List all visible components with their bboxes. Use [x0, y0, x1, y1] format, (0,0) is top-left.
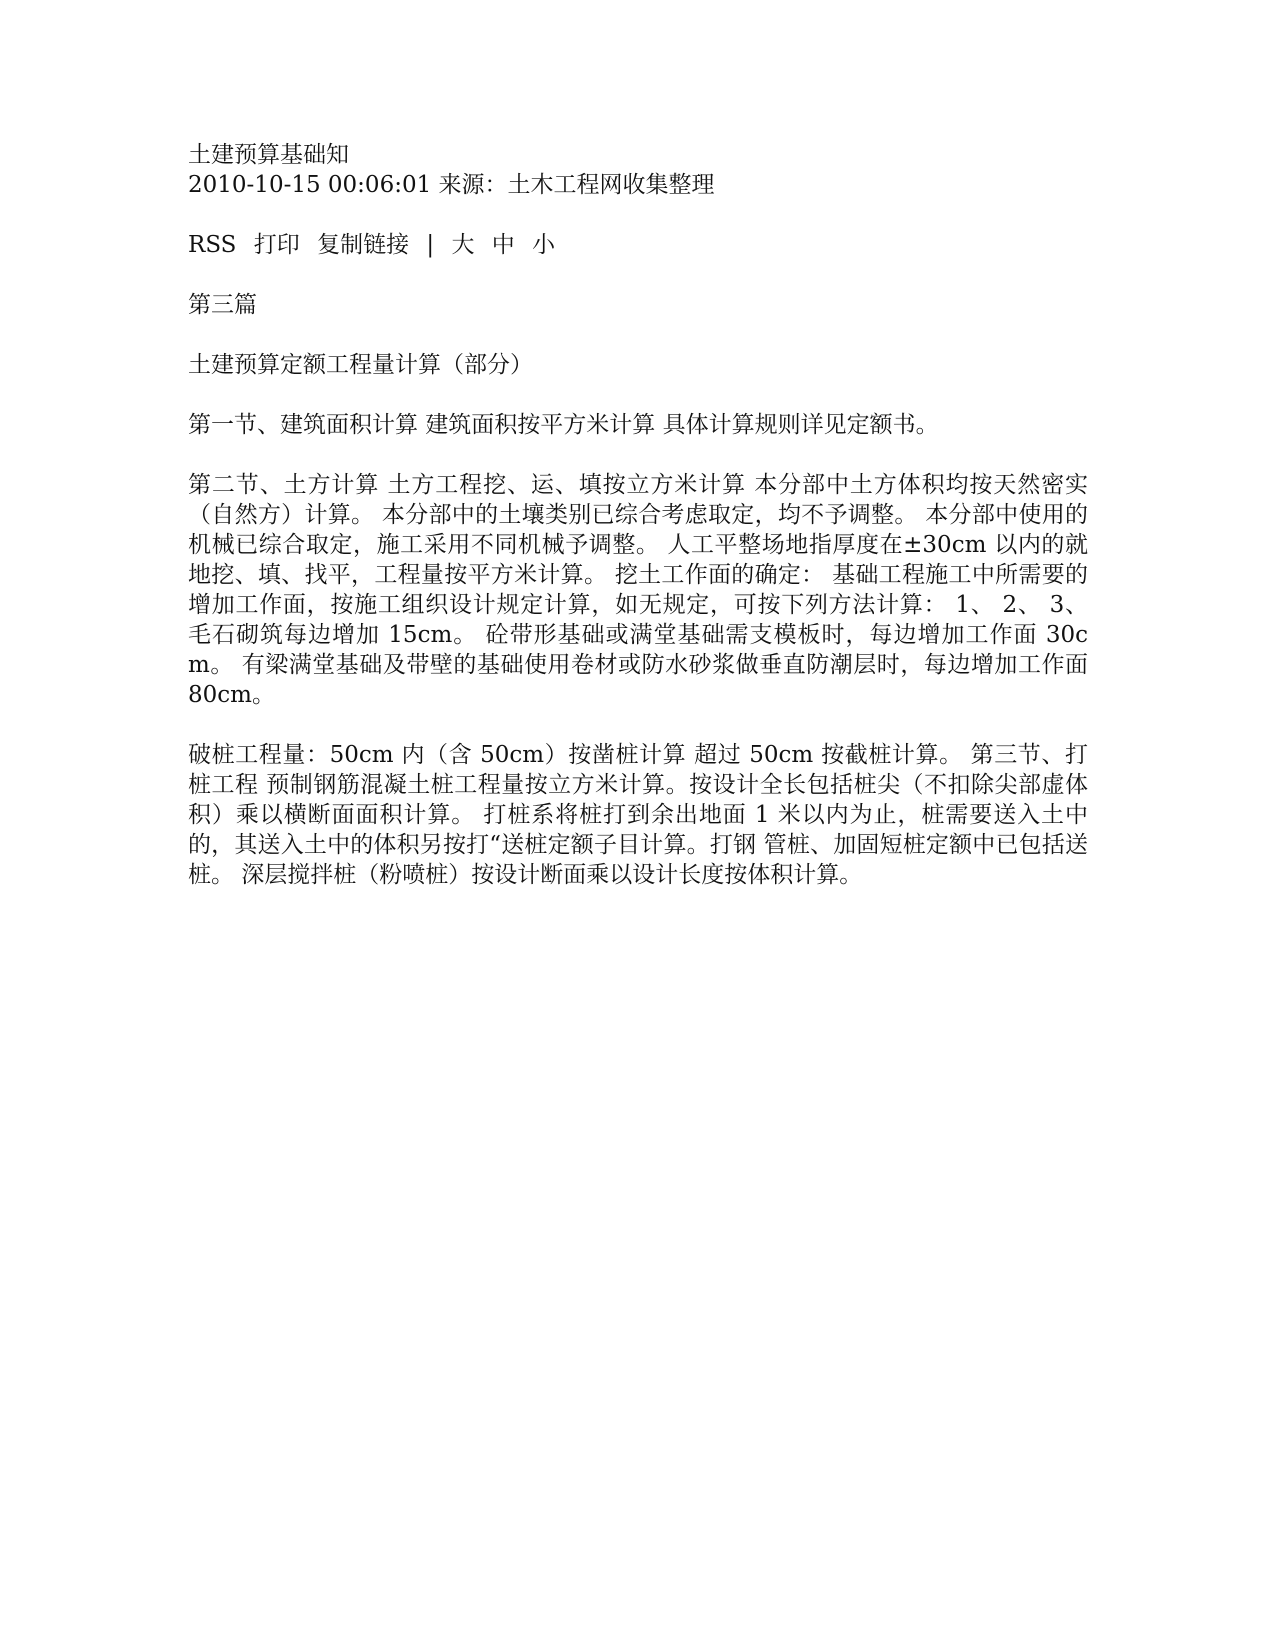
font-size-large-link[interactable]: 大: [451, 232, 475, 258]
article-meta: 2010-10-15 00:06:01 来源：土木工程网收集整理: [188, 172, 715, 198]
rss-link[interactable]: RSS: [188, 232, 237, 258]
font-size-medium-link[interactable]: 中: [491, 232, 515, 258]
paragraph: 第一节、建筑面积计算 建筑面积按平方米计算 具体计算规则详见定额书。: [188, 412, 939, 438]
spacer: [188, 320, 1088, 350]
toolbar-separator: |: [426, 232, 435, 258]
spacer: [188, 260, 1088, 290]
document-page: [188, 140, 1088, 890]
article-toolbar: [188, 230, 1088, 260]
spacer: [188, 200, 1088, 230]
section-heading: 土建预算定额工程量计算（部分）: [188, 352, 533, 378]
print-link[interactable]: 打印: [253, 232, 300, 258]
article-title: 土建预算基础知: [188, 142, 349, 168]
copy-link-link[interactable]: 复制链接: [317, 232, 410, 258]
paragraph: 破桩工程量：50cm 内（含 50cm）按凿桩计算 超过 50cm 按截桩计算。 第三节、打桩工程 预制钢筋混凝土桩工程量按立方米计算。按设计全长包括桩尖（不扣除尖部虚体积）乘以横断面面积计算。 打桩系将桩打到余出地面 1 米以内为止，桩需要送入土中的，其送入土中的体积另按打“送桩定额子目计算。打钢 管桩、加固短桩定额中已包括送桩。 深层搅拌桩（粉喷桩）按设计断面乘以设计长度按体积计算。: [188, 742, 1088, 888]
part-label: 第三篇: [188, 292, 257, 318]
spacer: [188, 440, 1088, 470]
font-size-small-link[interactable]: 小: [532, 232, 556, 258]
spacer: [188, 710, 1088, 740]
paragraph: 第二节、土方计算 土方工程挖、运、填按立方米计算 本分部中土方体积均按天然密实（自然方）计算。 本分部中的土壤类别已综合考虑取定，均不予调整。 本分部中使用的机械已综合取定，施工采用不同机械予调整。 人工平整场地指厚度在±30cm 以内的就地挖、填、找平，工程量按平方米计算。 挖土工作面的确定： 基础工程施工中所需要的增加工作面，按施工组织设计规定计算，如无规定，可按下列方法计算： 1、 2、 3、 毛石砌筑每边增加 15cm。 砼带形基础或满堂基础需支模板时，每边增加工作面 30cm。 有梁满堂基础及带壁的基础使用卷材或防水砂浆做垂直防潮层时，每边增加工作面 80cm。: [188, 472, 1088, 708]
spacer: [188, 380, 1088, 410]
